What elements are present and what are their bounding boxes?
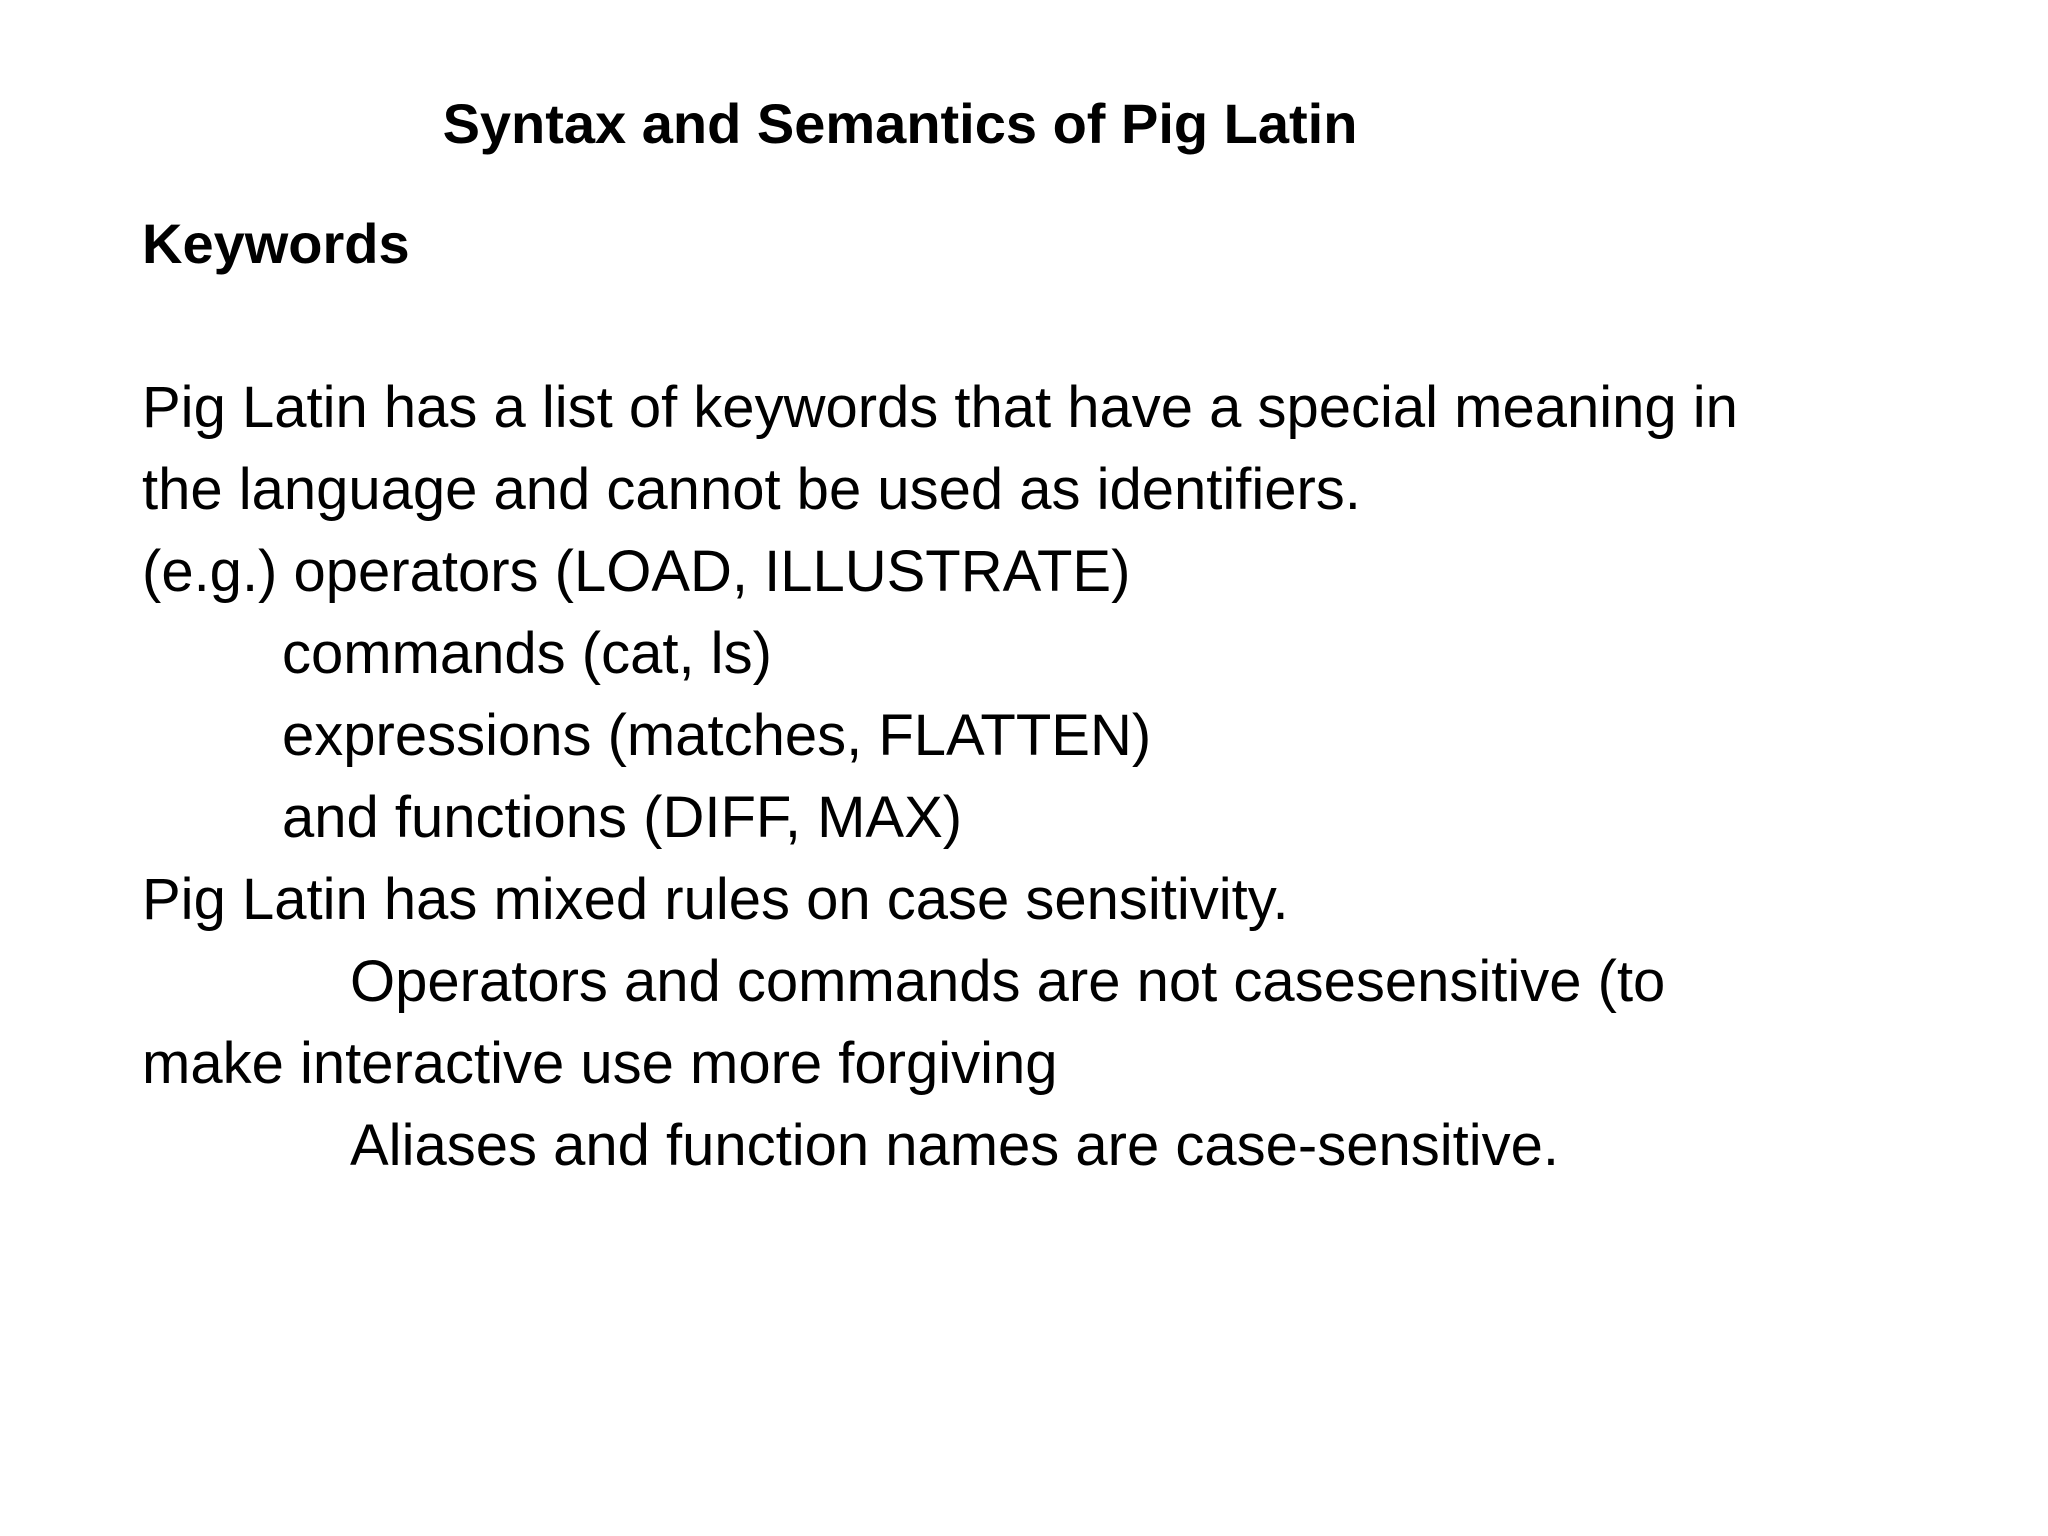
body-line: make interactive use more forgiving (142, 1031, 1058, 1096)
section-heading: Keywords (142, 212, 410, 275)
body-line: the language and cannot be used as identifiers. (142, 457, 1361, 522)
body-line: Pig Latin has mixed rules on case sensitivity. (142, 867, 1289, 932)
body-line: Operators and commands are not casesensitive (to (350, 949, 1666, 1014)
body-line: (e.g.) operators (LOAD, ILLUSTRATE) (142, 539, 1131, 604)
body-line: Pig Latin has a list of keywords that have a special meaning in (142, 375, 1738, 440)
body-line: commands (cat, ls) (282, 621, 772, 686)
body-line: and functions (DIFF, MAX) (282, 785, 963, 850)
body-line: Aliases and function names are case-sensitive. (350, 1113, 1559, 1178)
slide-title: Syntax and Semantics of Pig Latin (442, 92, 1358, 155)
body-line: expressions (matches, FLATTEN) (282, 703, 1152, 768)
